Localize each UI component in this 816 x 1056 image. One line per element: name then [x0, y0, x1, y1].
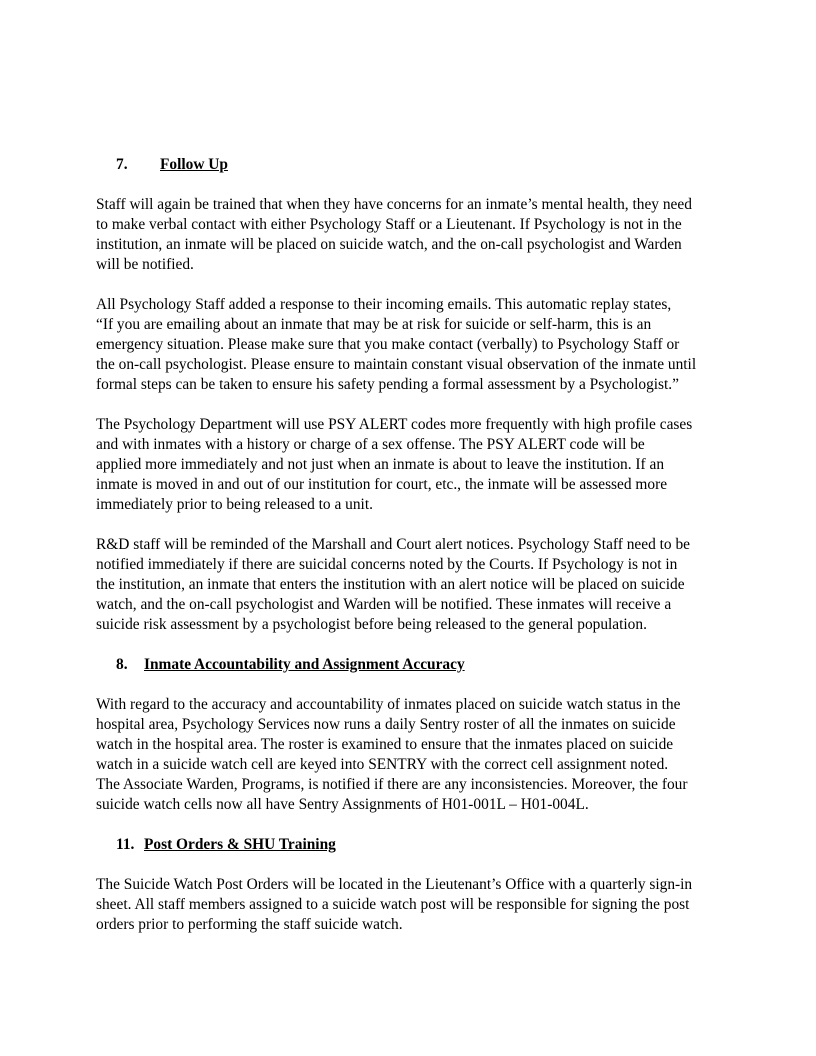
text-line: suicide risk assessment by a psychologist before being released to the general population. — [96, 616, 647, 633]
text-line: notified immediately if there are suicidal concerns noted by the Courts. If Psychology is not in — [96, 556, 678, 573]
text-line: The Psychology Department will use PSY ALERT codes more frequently with high profile cases — [96, 416, 693, 433]
text-line: the on-call psychologist. Please ensure to maintain constant visual observation of the inmate until — [96, 356, 697, 373]
paragraph — [96, 295, 726, 395]
section-number: 11. — [116, 836, 135, 853]
text-line: suicide watch cells now all have Sentry Assignments of H01-001L – H01-004L. — [96, 796, 589, 813]
text-line: and with inmates with a history or charge of a sex offense. The PSY ALERT code will be — [96, 436, 645, 453]
text-line: orders prior to performing the staff suicide watch. — [96, 916, 403, 933]
section-title: Follow Up — [160, 156, 228, 173]
paragraph — [96, 695, 726, 815]
paragraph — [96, 875, 726, 935]
text-line: institution, an inmate will be placed on suicide watch, and the on-call psychologist and Warden — [96, 236, 682, 253]
text-line: to make verbal contact with either Psychology Staff or a Lieutenant. If Psychology is not in the — [96, 216, 682, 233]
section-heading-post-orders — [96, 835, 726, 855]
text-line: R&D staff will be reminded of the Marshall and Court alert notices. Psychology Staff need to be — [96, 536, 690, 553]
section-number: 7. — [116, 156, 128, 173]
text-line: will be notified. — [96, 256, 194, 273]
document-page — [96, 155, 726, 955]
text-line: watch in a suicide watch cell are keyed into SENTRY with the correct cell assignment noted. — [96, 756, 669, 773]
section-heading-follow-up — [96, 155, 726, 175]
section-title: Inmate Accountability and Assignment Accuracy — [144, 656, 465, 673]
text-line: The Associate Warden, Programs, is notified if there are any inconsistencies. Moreover, the four — [96, 776, 688, 793]
text-line: watch, and the on-call psychologist and Warden will be notified. These inmates will receive a — [96, 596, 672, 613]
text-line: All Psychology Staff added a response to their incoming emails. This automatic replay states, — [96, 296, 672, 313]
text-line: emergency situation. Please make sure that you make contact (verbally) to Psychology Staff or — [96, 336, 680, 353]
text-line: hospital area, Psychology Services now runs a daily Sentry roster of all the inmates on suicide — [96, 716, 676, 733]
text-line: inmate is moved in and out of our institution for court, etc., the inmate will be assessed more — [96, 476, 668, 493]
paragraph — [96, 195, 726, 275]
text-line: With regard to the accuracy and accountability of inmates placed on suicide watch status in the — [96, 696, 681, 713]
paragraph — [96, 535, 726, 635]
section-title: Post Orders & SHU Training — [144, 836, 336, 853]
text-line: the institution, an inmate that enters the institution with an alert notice will be placed on suicide — [96, 576, 685, 593]
section-heading-inmate-accountability — [96, 655, 726, 675]
text-line: The Suicide Watch Post Orders will be located in the Lieutenant’s Office with a quarterly sign-in — [96, 876, 693, 893]
text-line: Staff will again be trained that when they have concerns for an inmate’s mental health, they need — [96, 196, 692, 213]
text-line: formal steps can be taken to ensure his safety pending a formal assessment by a Psychologist.” — [96, 376, 679, 393]
text-line: immediately prior to being released to a unit. — [96, 496, 373, 513]
text-line: “If you are emailing about an inmate that may be at risk for suicide or self-harm, this is an — [96, 316, 652, 333]
section-number: 8. — [116, 656, 128, 673]
text-line: applied more immediately and not just when an inmate is about to leave the institution. If an — [96, 456, 665, 473]
paragraph — [96, 415, 726, 515]
text-line: watch in the hospital area. The roster is examined to ensure that the inmates placed on suicide — [96, 736, 674, 753]
text-line: sheet. All staff members assigned to a suicide watch post will be responsible for signing the post — [96, 896, 690, 913]
